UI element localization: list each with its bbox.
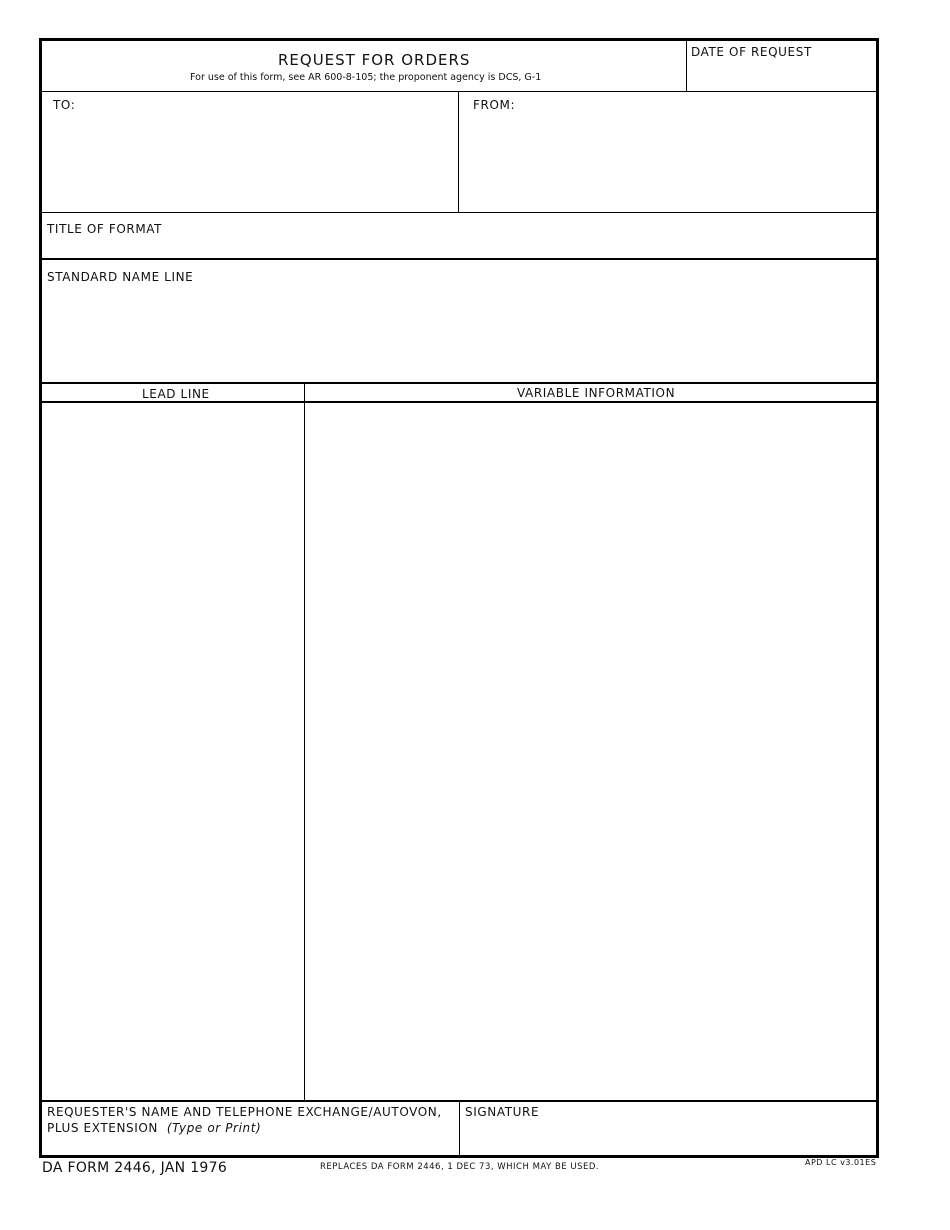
- date-of-request-label: DATE OF REQUEST: [691, 45, 812, 59]
- form-number: DA FORM 2446, JAN 1976: [42, 1160, 228, 1176]
- variable-information-area[interactable]: [305, 403, 876, 1100]
- standard-name-line-bottom-line: [42, 382, 876, 384]
- title-of-format-label: TITLE OF FORMAT: [47, 222, 163, 236]
- from-label: FROM:: [473, 98, 516, 112]
- requester-label-line2: [47, 1121, 261, 1135]
- to-label: TO:: [53, 98, 76, 112]
- replaces-note: REPLACES DA FORM 2446, 1 DEC 73, WHICH MAY BE USED.: [320, 1162, 600, 1172]
- requester-label-text: PLUS EXTENSION: [47, 1121, 158, 1135]
- requester-field[interactable]: [42, 1102, 459, 1155]
- signature-label: SIGNATURE: [465, 1105, 540, 1119]
- title-of-format-field[interactable]: [42, 213, 876, 258]
- standard-name-line-label: STANDARD NAME LINE: [47, 270, 194, 284]
- lead-line-header: LEAD LINE: [142, 387, 210, 401]
- version-label: APD LC v3.01ES: [805, 1158, 877, 1167]
- from-field[interactable]: [459, 92, 876, 212]
- lead-line-area[interactable]: [42, 403, 304, 1100]
- requester-label-note: (Type or Print): [166, 1121, 262, 1135]
- form-title: REQUEST FOR ORDERS: [278, 51, 471, 69]
- signature-field[interactable]: [460, 1102, 876, 1155]
- variable-information-header: VARIABLE INFORMATION: [517, 386, 676, 400]
- form-subtitle: For use of this form, see AR 600-8-105; the proponent agency is DCS, G-1: [190, 72, 542, 83]
- to-field[interactable]: [42, 92, 458, 212]
- request-for-orders-form: [39, 38, 879, 1158]
- date-of-request-field[interactable]: [687, 41, 879, 91]
- standard-name-line-field[interactable]: [42, 260, 876, 382]
- requester-label-line1: REQUESTER'S NAME AND TELEPHONE EXCHANGE/AUTOVON,: [47, 1105, 442, 1119]
